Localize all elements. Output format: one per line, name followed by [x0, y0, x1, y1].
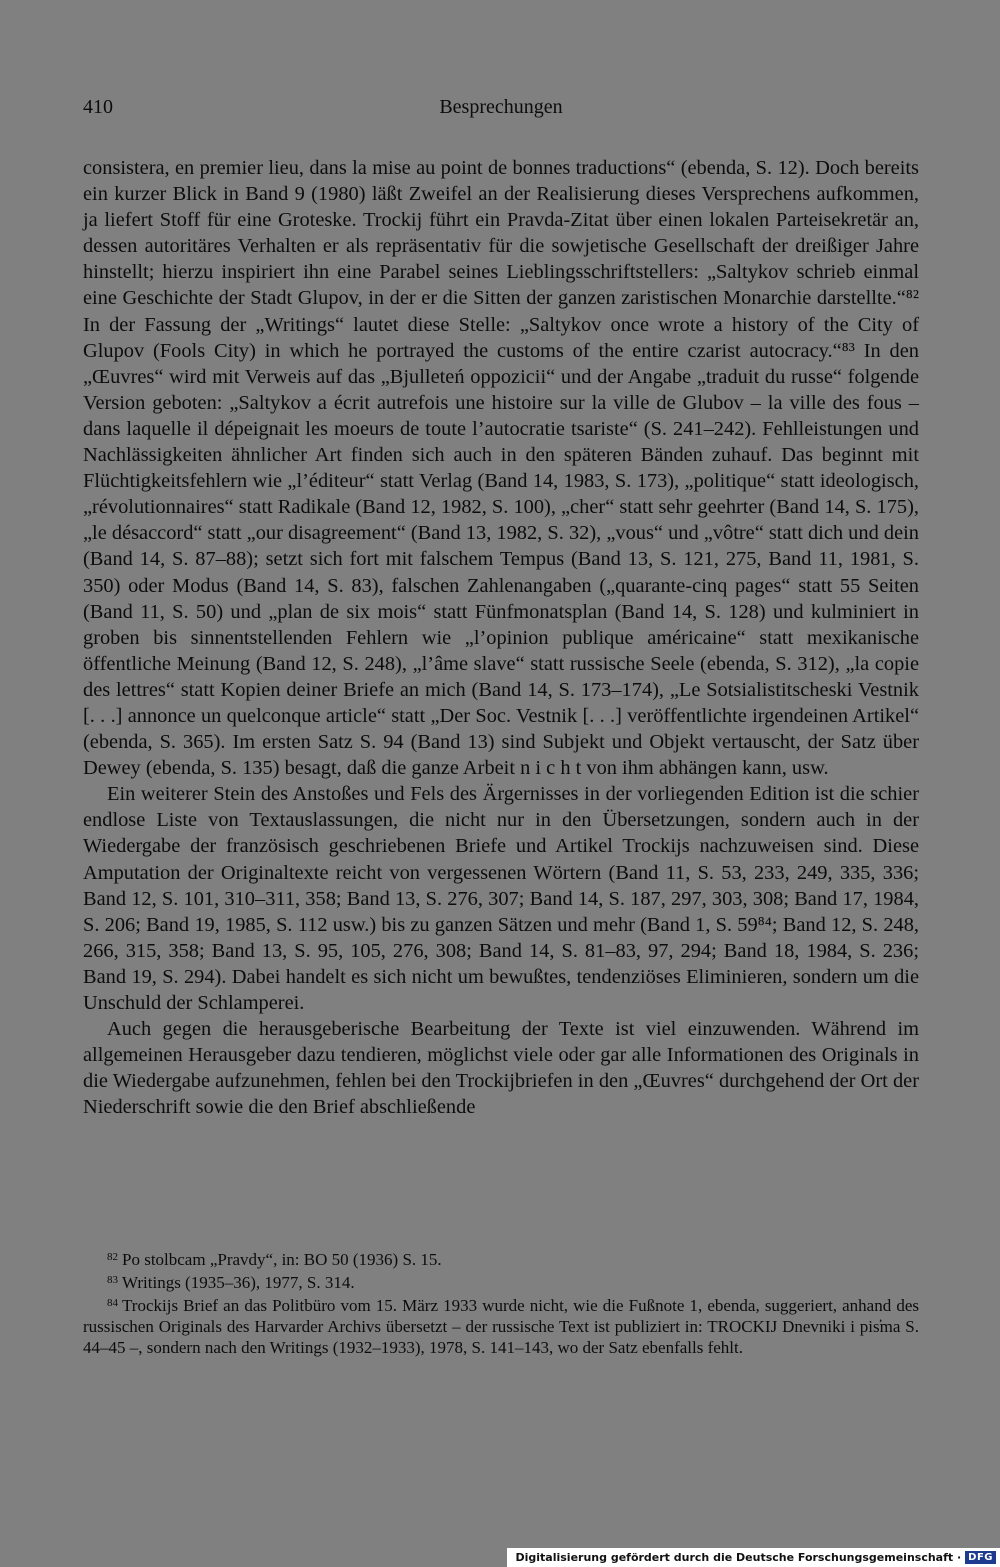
footnote-text: Writings (1935–36), 1977, S. 314.	[122, 1273, 355, 1292]
page-header	[83, 96, 919, 126]
paragraph: consistera, en premier lieu, dans la mise au point de bonnes traductions“ (ebenda, S. 12). Doch bereits ein kurzer Blick in Band 9 (1980) läßt Zweifel an der Realisierung dieses Versprechens aufkommen, ja liefert Stoff für eine Groteske. Trockij führt ein Pravda-Zitat über einen lokalen Parteisekretär an, dessen autoritäres Verhalten er als repräsentativ für die sowjetische Gesellschaft der dreißiger Jahre hinstellt; hierzu inspiriert ihn eine Parabel seines Lieblingsschriftstellers: „Saltykov schrieb einmal eine Geschichte der Stadt Glupov, in der er die Sitten der ganzen zaristischen Monarchie darstellte.“⁸² In der Fassung der „Writings“ lautet diese Stelle: „Saltykov once wrote a history of the City of Glupov (Fools City) in which he portrayed the customs of the entire czarist autocracy.“⁸³ In den „Œuvres“ wird mit Verweis auf das „Bjulleteń oppozicii“ und der Angabe „traduit du russe“ folgende Version geboten: „Saltykov a écrit autrefois une histoire sur la ville de Glubov – la ville des fous – dans laquelle il dépeignait les moeurs de toute l’autocratie tsariste“ (S. 241–242). Fehlleistungen und Nachlässigkeiten ähnlicher Art finden sich auch in den späteren Bänden zuhauf. Das beginnt mit Flüchtigkeitsfehlern wie „l’éditeur“ statt Verlag (Band 14, 1983, S. 173), „politique“ statt ideologisch, „révolutionnaires“ statt Radikale (Band 12, 1982, S. 100), „cher“ statt sehr geehrter (Band 14, S. 175), „le désaccord“ statt „our disagreement“ (Band 13, 1982, S. 32), „vous“ und „vôtre“ statt dich und dein (Band 14, S. 87–88); setzt sich fort mit falschem Tempus (Band 13, S. 121, 275, Band 11, 1981, S. 350) oder Modus (Band 14, S. 83), falschen Zahlenangaben („quarante-cinq pages“ statt 55 Seiten (Band 11, S. 50) und „plan de six mois“ statt Fünfmonatsplan (Band 14, S. 128) und kulminiert in groben bis sinnentstellenden Fehlern wie „l’opinion publique américaine“ statt mexikanische öffentliche Meinung (Band 12, S. 248), „l’âme slave“ statt russische Seele (ebenda, S. 312), „la copie des lettres“ statt Kopien deiner Briefe an mich (Band 14, S. 173–174), „Le Sotsialistitscheski Vestnik [. . .] annonce un quelconque article“ statt „Der Soc. Vestnik [. . .] veröffentlichte irgendeinen Artikel“ (ebenda, S. 365). Im ersten Satz S. 94 (Band 13) sind Subjekt und Objekt vertauscht, der Satz über Dewey (ebenda, S. 135) besagt, daß die ganze Arbeit n i c h t von ihm abhängen kann, usw.	[83, 157, 919, 780]
footnote-84	[83, 1293, 919, 1358]
digitization-credit	[507, 1548, 1000, 1567]
footnote-mark: 84	[107, 1297, 118, 1309]
footnote-text: Trockijs Brief an das Politbüro vom 15. März 1933 wurde nicht, wie die Fußnote 1, ebenda, suggeriert, anhand des russischen Originals des Harvarder Archivs übersetzt – der russische Text ist publiziert in: TROCKIJ Dnevniki i pis̕ma S. 44–45 –, sondern nach den Writings (1932–1933), 1978, S. 141–143, wo der Satz ebenfalls fehlt.	[83, 1296, 919, 1357]
footnotes	[83, 1247, 919, 1358]
footnote-text: Po stolbcam „Pravdy“, in: BO 50 (1936) S. 15.	[122, 1250, 442, 1269]
footnote-mark: 82	[107, 1251, 118, 1263]
footnote-mark: 83	[107, 1274, 118, 1286]
footnote-82	[83, 1247, 919, 1270]
body-text	[83, 155, 919, 1120]
running-title: Besprechungen	[439, 96, 563, 118]
page-number: 410	[83, 96, 113, 118]
dfg-logo: DFG	[965, 1551, 996, 1564]
paragraph: Auch gegen die herausgeberische Bearbeitung der Texte ist viel einzuwenden. Während im allgemeinen Herausgeber dazu tendieren, möglichst viele oder gar alle Informationen des Originals in die Wiedergabe aufzunehmen, fehlen bei den Trockijbriefen in den „Œuvres“ durchgehend der Ort der Niederschrift sowie die den Brief abschließende	[83, 1018, 919, 1119]
credit-text: Digitalisierung gefördert durch die Deutsche Forschungsgemeinschaft ·	[515, 1551, 962, 1564]
footnote-83	[83, 1270, 919, 1293]
paragraph: Ein weiterer Stein des Anstoßes und Fels des Ärgernisses in der vorliegenden Edition ist die schier endlose Liste von Textauslassungen, die nicht nur in den Übersetzungen, sondern auch in der Wiedergabe der französisch geschriebenen Briefe und Artikel Trockijs nachzuweisen sind. Diese Amputation der Originaltexte reicht von vergessenen Wörtern (Band 11, S. 53, 233, 249, 335, 336; Band 12, S. 101, 310–311, 358; Band 13, S. 276, 307; Band 14, S. 187, 297, 303, 308; Band 17, 1984, S. 206; Band 19, 1985, S. 112 usw.) bis zu ganzen Sätzen und mehr (Band 1, S. 59⁸⁴; Band 12, S. 248, 266, 315, 358; Band 13, S. 95, 105, 276, 308; Band 14, S. 81–83, 97, 294; Band 18, 1984, S. 236; Band 19, S. 294). Dabei handelt es sich nicht um bewußtes, tendenziöses Eliminieren, sondern um die Unschuld der Schlamperei.	[83, 783, 919, 1014]
